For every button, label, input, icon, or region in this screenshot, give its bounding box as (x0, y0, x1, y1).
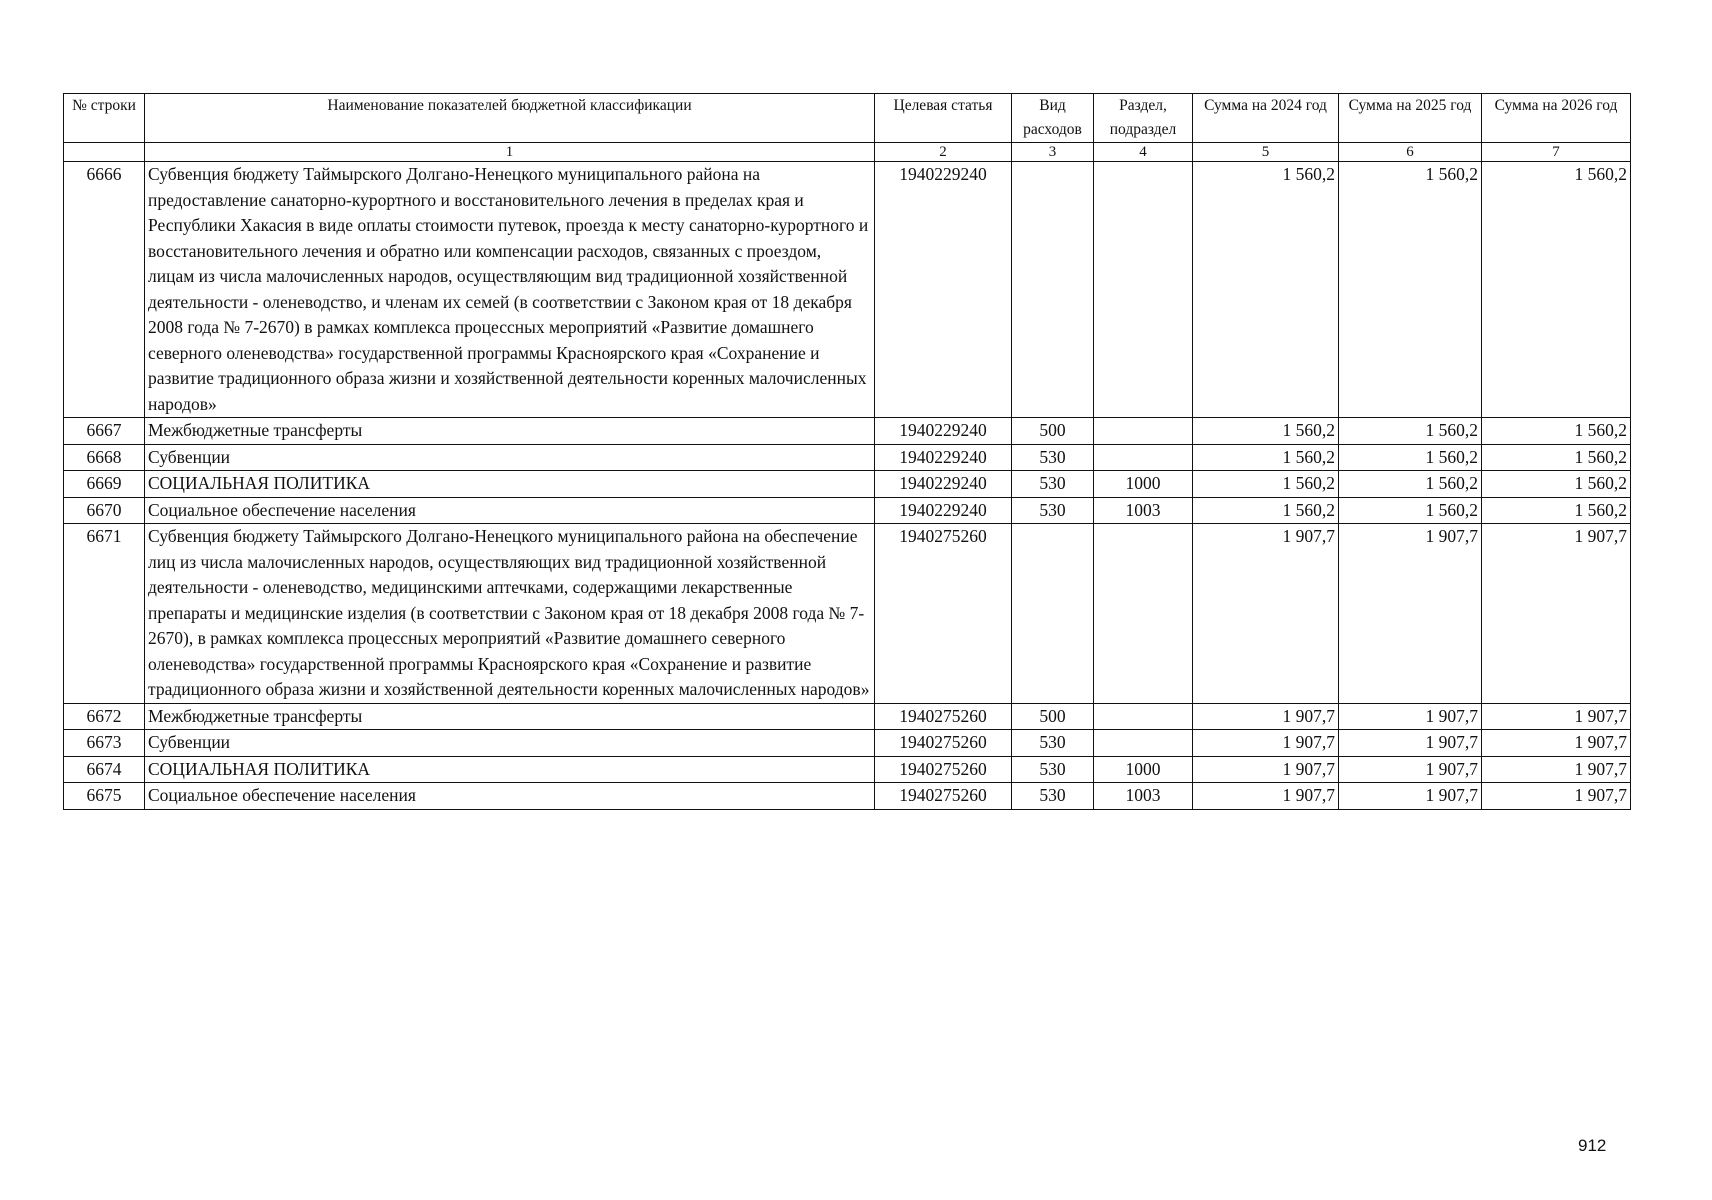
row-exp-type (1012, 524, 1094, 704)
row-number: 6668 (64, 444, 145, 471)
row-sum-2024: 1 560,2 (1193, 444, 1339, 471)
row-sum-2024: 1 560,2 (1193, 497, 1339, 524)
header-section: Раздел, подраздел (1094, 94, 1193, 143)
row-sum-2026: 1 907,7 (1482, 783, 1631, 810)
header-name: Наименование показателей бюджетной классификации (145, 94, 875, 143)
row-name: Социальное обеспечение населения (145, 497, 875, 524)
column-number-row (64, 143, 1631, 162)
row-exp-type: 530 (1012, 783, 1094, 810)
row-sum-2024: 1 560,2 (1193, 418, 1339, 445)
row-section: 1003 (1094, 497, 1193, 524)
header-sum-2026: Сумма на 2026 год (1482, 94, 1631, 143)
column-number: 1 (145, 143, 875, 162)
table-row (64, 783, 1631, 810)
row-exp-type: 530 (1012, 444, 1094, 471)
budget-table (63, 93, 1631, 810)
row-exp-type: 530 (1012, 756, 1094, 783)
row-number: 6671 (64, 524, 145, 704)
row-sum-2024: 1 907,7 (1193, 756, 1339, 783)
row-name: Межбюджетные трансферты (145, 418, 875, 445)
row-sum-2025: 1 907,7 (1339, 783, 1482, 810)
row-sum-2025: 1 560,2 (1339, 444, 1482, 471)
row-exp-type: 500 (1012, 418, 1094, 445)
column-number: 7 (1482, 143, 1631, 162)
row-name: СОЦИАЛЬНАЯ ПОЛИТИКА (145, 471, 875, 498)
budget-table-container (63, 93, 1630, 810)
row-target: 1940275260 (875, 524, 1012, 704)
row-section (1094, 162, 1193, 418)
row-sum-2025: 1 560,2 (1339, 497, 1482, 524)
row-section: 1000 (1094, 471, 1193, 498)
row-sum-2024: 1 560,2 (1193, 471, 1339, 498)
row-target: 1940229240 (875, 444, 1012, 471)
column-number: 5 (1193, 143, 1339, 162)
column-number: 3 (1012, 143, 1094, 162)
table-header (64, 94, 1631, 162)
row-number: 6667 (64, 418, 145, 445)
row-sum-2024: 1 907,7 (1193, 524, 1339, 704)
row-number: 6669 (64, 471, 145, 498)
table-row (64, 524, 1631, 704)
row-sum-2026: 1 560,2 (1482, 162, 1631, 418)
header-sum-2025: Сумма на 2025 год (1339, 94, 1482, 143)
row-section: 1003 (1094, 783, 1193, 810)
row-target: 1940229240 (875, 471, 1012, 498)
row-section (1094, 703, 1193, 730)
row-sum-2024: 1 560,2 (1193, 162, 1339, 418)
row-exp-type: 530 (1012, 497, 1094, 524)
row-name: Субвенция бюджету Таймырского Долгано-Ненецкого муниципального района на предоставление санаторно-курортного и восстановительного лечения в пределах края и Республики Хакасия в виде оплаты стоимости путевок, проезда к месту санаторно-курортного и восстановительного лечения и обратно или компенсации расходов, связанных с проездом, лицам из числа малочисленных народов, осуществляющим вид традиционной хозяйственной деятельности - оленеводство, и членам их семей (в соответствии с Законом края от 18 декабря 2008 года № 7-2670) в рамках комплекса процессных мероприятий «Развитие домашнего северного оленеводства» государственной программы Красноярского края «Сохранение и развитие традиционного образа жизни и хозяйственной деятельности коренных малочисленных народов» (145, 162, 875, 418)
row-sum-2026: 1 907,7 (1482, 756, 1631, 783)
row-name: Субвенции (145, 730, 875, 757)
row-sum-2025: 1 907,7 (1339, 524, 1482, 704)
row-exp-type: 530 (1012, 730, 1094, 757)
row-section: 1000 (1094, 756, 1193, 783)
row-number: 6673 (64, 730, 145, 757)
row-sum-2026: 1 907,7 (1482, 730, 1631, 757)
row-target: 1940275260 (875, 783, 1012, 810)
row-sum-2025: 1 560,2 (1339, 418, 1482, 445)
row-target: 1940229240 (875, 162, 1012, 418)
page-number: 912 (1578, 1136, 1607, 1155)
row-sum-2025: 1 907,7 (1339, 730, 1482, 757)
row-name: СОЦИАЛЬНАЯ ПОЛИТИКА (145, 756, 875, 783)
row-target: 1940229240 (875, 497, 1012, 524)
row-sum-2026: 1 560,2 (1482, 497, 1631, 524)
table-row (64, 756, 1631, 783)
table-row (64, 497, 1631, 524)
row-sum-2025: 1 560,2 (1339, 162, 1482, 418)
table-row (64, 444, 1631, 471)
column-number (64, 143, 145, 162)
row-section (1094, 730, 1193, 757)
row-section (1094, 418, 1193, 445)
row-sum-2025: 1 560,2 (1339, 471, 1482, 498)
row-sum-2026: 1 907,7 (1482, 524, 1631, 704)
row-number: 6670 (64, 497, 145, 524)
row-target: 1940275260 (875, 730, 1012, 757)
header-exp-type: Вид расходов (1012, 94, 1094, 143)
row-sum-2024: 1 907,7 (1193, 730, 1339, 757)
table-row (64, 471, 1631, 498)
row-section (1094, 524, 1193, 704)
row-target: 1940229240 (875, 418, 1012, 445)
row-name: Субвенция бюджету Таймырского Долгано-Ненецкого муниципального района на обеспечение лиц из числа малочисленных народов, осуществляющих вид традиционной хозяйственной деятельности - оленеводство, медицинскими аптечками, содержащими лекарственные препараты и медицинские изделия (в соответствии с Законом края от 18 декабря 2008 года № 7-2670), в рамках комплекса процессных мероприятий «Развитие домашнего северного оленеводства» государственной программы Красноярского края «Сохранение и развитие традиционного образа жизни и хозяйственной деятельности коренных малочисленных народов» (145, 524, 875, 704)
row-name: Межбюджетные трансферты (145, 703, 875, 730)
row-number: 6674 (64, 756, 145, 783)
table-body (64, 162, 1631, 810)
column-number: 2 (875, 143, 1012, 162)
row-sum-2026: 1 560,2 (1482, 418, 1631, 445)
table-row (64, 418, 1631, 445)
row-section (1094, 444, 1193, 471)
row-exp-type: 530 (1012, 471, 1094, 498)
header-target: Целевая статья (875, 94, 1012, 143)
row-number: 6666 (64, 162, 145, 418)
table-row (64, 162, 1631, 418)
table-row (64, 703, 1631, 730)
header-sum-2024: Сумма на 2024 год (1193, 94, 1339, 143)
row-sum-2026: 1 560,2 (1482, 444, 1631, 471)
row-sum-2024: 1 907,7 (1193, 703, 1339, 730)
column-number: 4 (1094, 143, 1193, 162)
row-name: Социальное обеспечение населения (145, 783, 875, 810)
column-number: 6 (1339, 143, 1482, 162)
row-exp-type (1012, 162, 1094, 418)
row-sum-2026: 1 907,7 (1482, 703, 1631, 730)
row-sum-2024: 1 907,7 (1193, 783, 1339, 810)
row-target: 1940275260 (875, 703, 1012, 730)
row-sum-2025: 1 907,7 (1339, 756, 1482, 783)
row-number: 6675 (64, 783, 145, 810)
table-row (64, 730, 1631, 757)
row-exp-type: 500 (1012, 703, 1094, 730)
row-target: 1940275260 (875, 756, 1012, 783)
row-number: 6672 (64, 703, 145, 730)
row-name: Субвенции (145, 444, 875, 471)
row-sum-2025: 1 907,7 (1339, 703, 1482, 730)
row-sum-2026: 1 560,2 (1482, 471, 1631, 498)
header-row-no: № строки (64, 94, 145, 143)
